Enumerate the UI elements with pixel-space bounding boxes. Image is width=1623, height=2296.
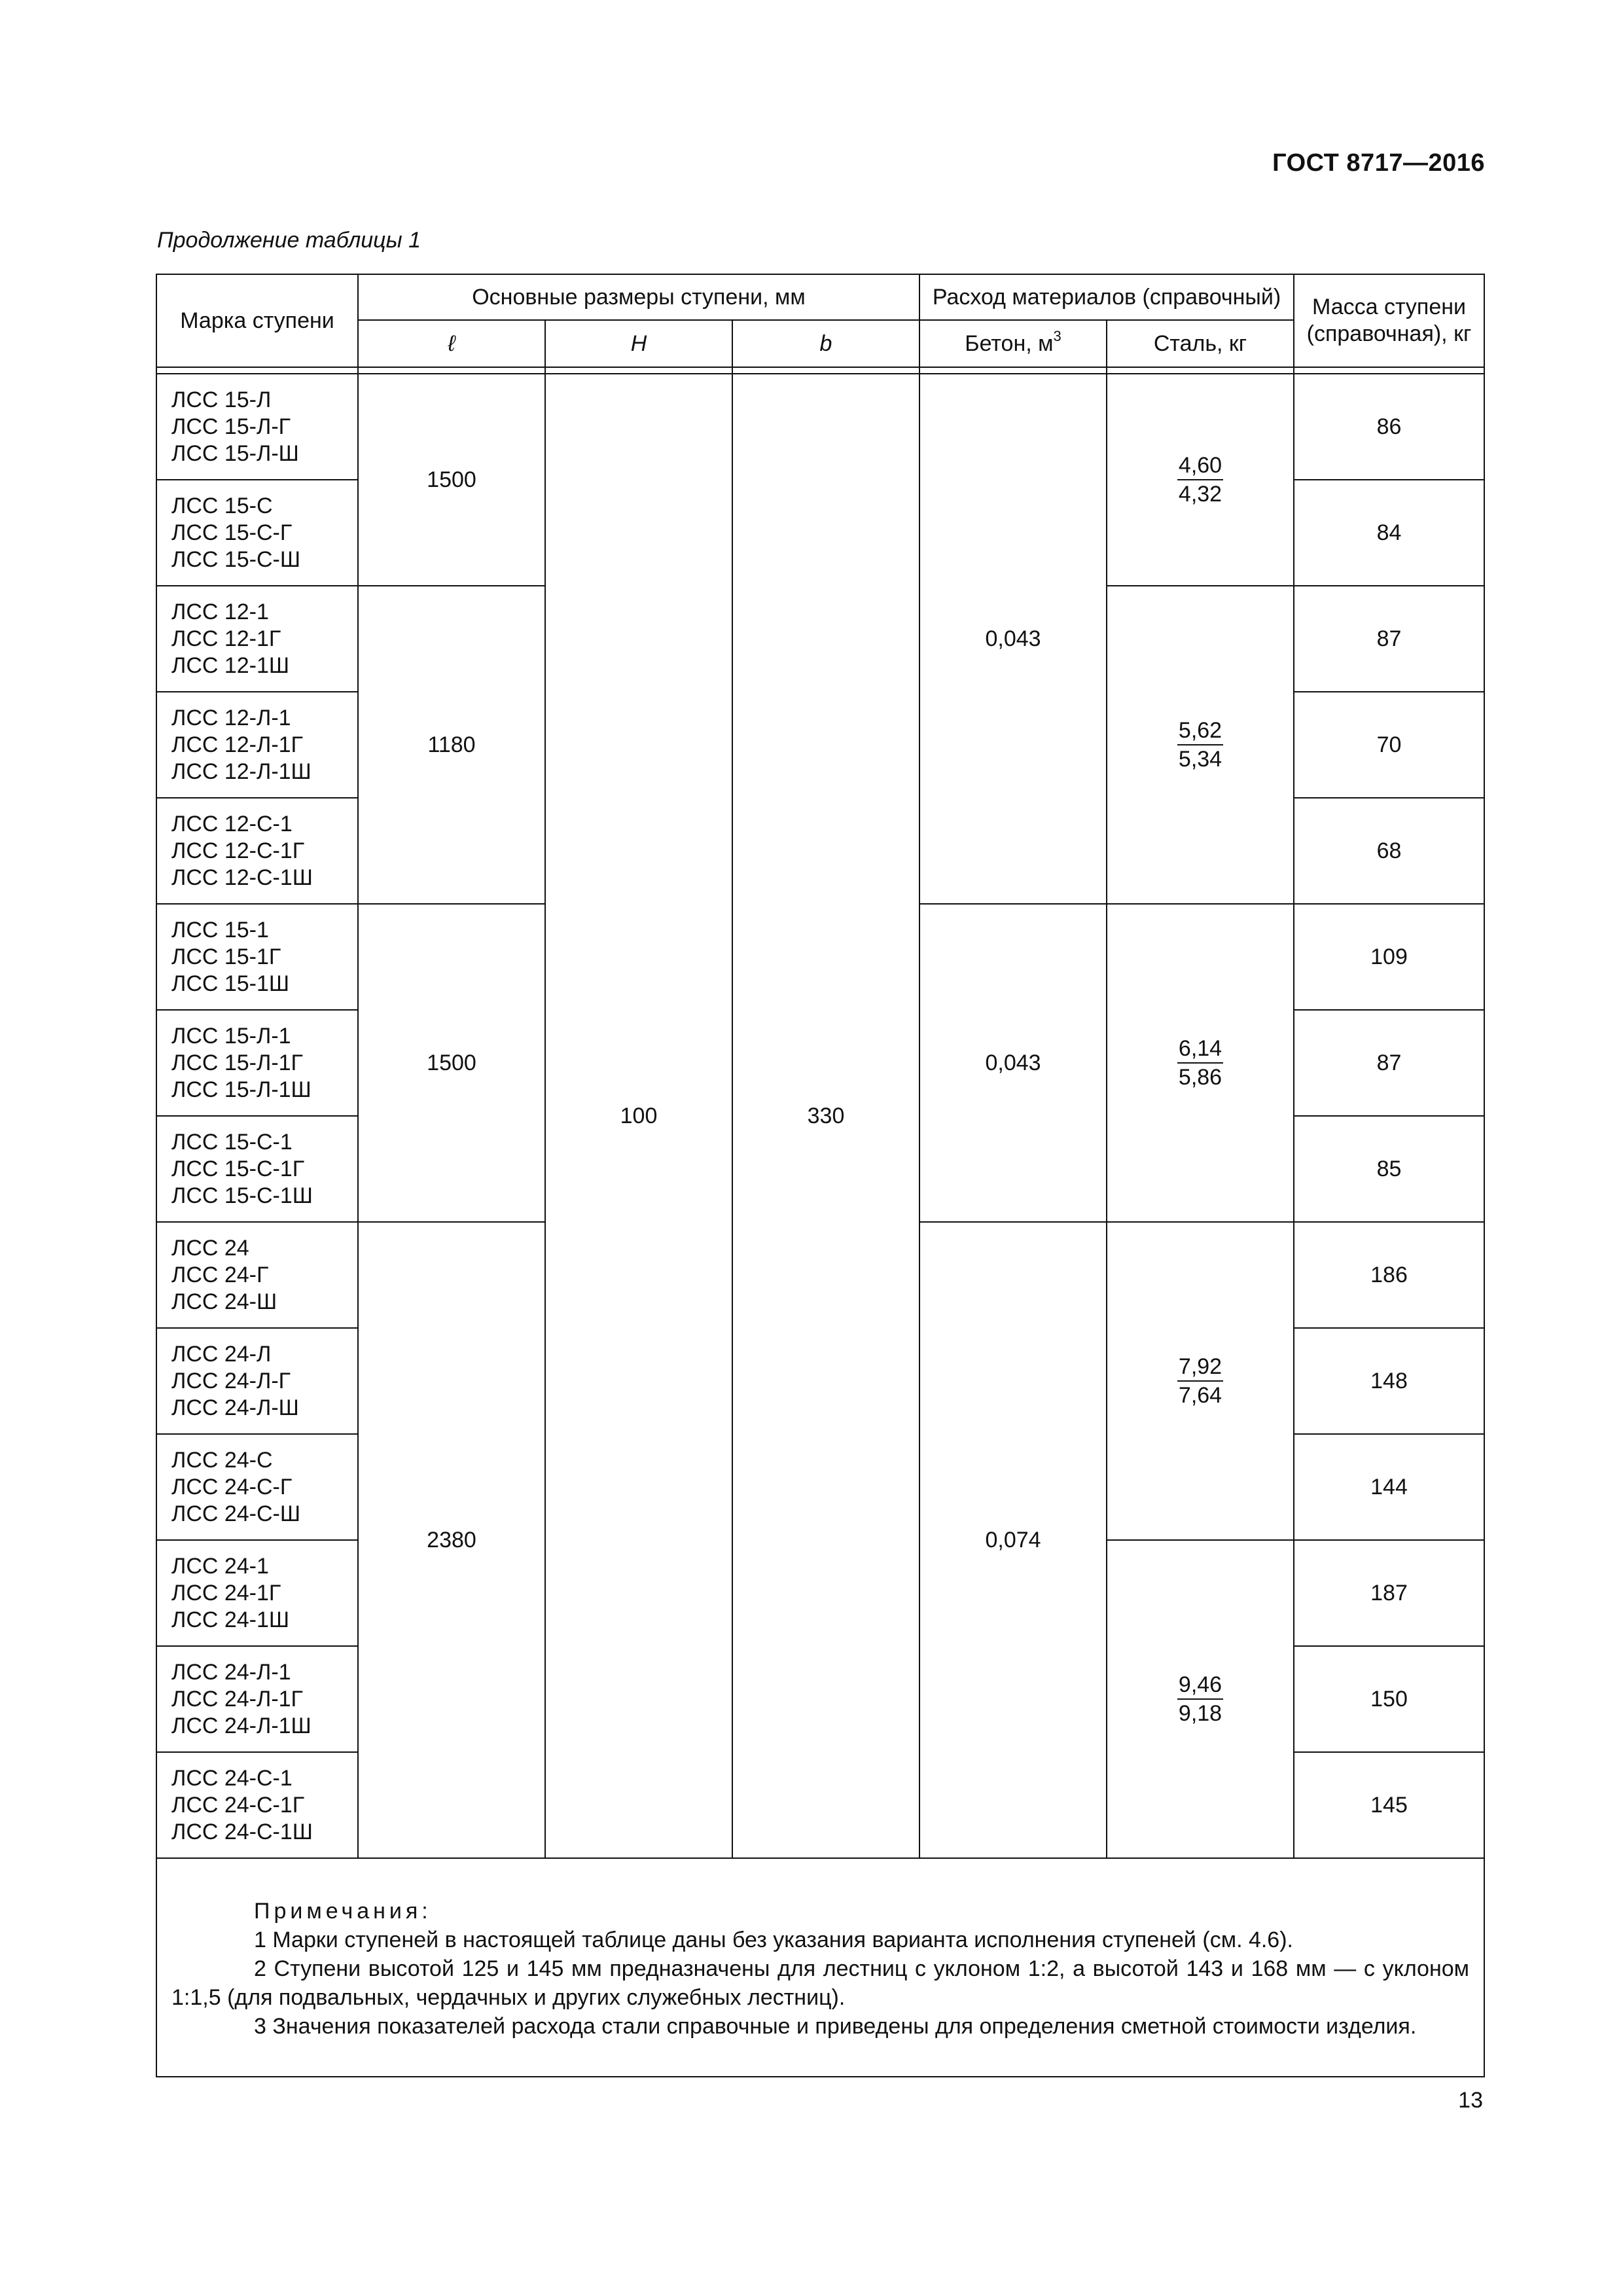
header-width-b: b — [732, 320, 919, 367]
concrete-cell: 0,043 — [919, 374, 1107, 904]
mark-cell: ЛСС 24-Л-1 ЛСС 24-Л-1Г ЛСС 24-Л-1Ш — [156, 1646, 358, 1752]
mark-cell: ЛСС 12-1 ЛСС 12-1Г ЛСС 12-1Ш — [156, 586, 358, 692]
mass-cell: 148 — [1294, 1328, 1484, 1434]
mark-cell: ЛСС 15-Л-1 ЛСС 15-Л-1Г ЛСС 15-Л-1Ш — [156, 1010, 358, 1116]
concrete-cell: 0,043 — [919, 904, 1107, 1222]
table-caption: Продолжение таблицы 1 — [157, 228, 421, 253]
header-concrete: Бетон, $м^3$ — [919, 320, 1107, 367]
mark-cell: ЛСС 15-1 ЛСС 15-1Г ЛСС 15-1Ш — [156, 904, 358, 1010]
width-cell: 330 — [732, 374, 919, 1858]
document-code: ГОСТ 8717—2016 — [1272, 149, 1485, 177]
header-length-l: ℓ — [358, 320, 545, 367]
mark-cell: ЛСС 24 ЛСС 24-Г ЛСС 24-Ш — [156, 1222, 358, 1328]
mark-cell: ЛСС 15-Л ЛСС 15-Л-Г ЛСС 15-Л-Ш — [156, 374, 358, 480]
steel-cell — [1107, 1222, 1294, 1540]
mark-cell: ЛСС 24-С ЛСС 24-С-Г ЛСС 24-С-Ш — [156, 1434, 358, 1540]
length-cell: 1500 — [358, 904, 545, 1222]
page-number: 13 — [1458, 2088, 1483, 2113]
mass-cell: 186 — [1294, 1222, 1484, 1328]
table-row — [156, 374, 1484, 480]
header-steel: Сталь, кг — [1107, 320, 1294, 367]
header-materials: Расход материалов (справочный) — [919, 274, 1294, 320]
steel-cell — [1107, 374, 1294, 586]
steel-fraction: $\frac{9,46}{9,18}$ — [1178, 1672, 1222, 1726]
mass-cell: 109 — [1294, 904, 1484, 1010]
length-cell: 2380 — [358, 1222, 545, 1858]
mark-cell: ЛСС 24-С-1 ЛСС 24-С-1Г ЛСС 24-С-1Ш — [156, 1752, 358, 1858]
mark-cell: ЛСС 12-С-1 ЛСС 12-С-1Г ЛСС 12-С-1Ш — [156, 798, 358, 904]
mark-cell: ЛСС 12-Л-1 ЛСС 12-Л-1Г ЛСС 12-Л-1Ш — [156, 692, 358, 798]
mass-cell: 87 — [1294, 1010, 1484, 1116]
steel-fraction: $\frac{5,62}{5,34}$ — [1178, 718, 1222, 772]
header-mark: Марка ступени — [156, 274, 358, 367]
mass-cell: 85 — [1294, 1116, 1484, 1222]
header-mass: Масса ступени (справочная), кг — [1294, 274, 1484, 367]
mass-cell: 86 — [1294, 374, 1484, 480]
steel-cell — [1107, 904, 1294, 1222]
mass-cell: 187 — [1294, 1540, 1484, 1646]
steel-cell — [1107, 1540, 1294, 1858]
mark-cell: ЛСС 24-1 ЛСС 24-1Г ЛСС 24-1Ш — [156, 1540, 358, 1646]
mark-cell: ЛСС 15-С ЛСС 15-С-Г ЛСС 15-С-Ш — [156, 480, 358, 586]
mass-cell: 68 — [1294, 798, 1484, 904]
mark-cell: ЛСС 15-С-1 ЛСС 15-С-1Г ЛСС 15-С-1Ш — [156, 1116, 358, 1222]
steel-cell — [1107, 586, 1294, 904]
length-cell: 1180 — [358, 586, 545, 904]
mass-cell: 87 — [1294, 586, 1484, 692]
mass-cell: 70 — [1294, 692, 1484, 798]
mass-cell: 145 — [1294, 1752, 1484, 1858]
steps-table — [156, 274, 1485, 2077]
header-dimensions: Основные размеры ступени, мм — [358, 274, 919, 320]
steel-fraction: $\frac{6,14}{5,86}$ — [1178, 1036, 1222, 1090]
notes-title: Примечания: — [254, 1899, 432, 1924]
mass-cell: 84 — [1294, 480, 1484, 586]
note-2: 2 Ступени высотой 125 и 145 мм предназначены для лестниц с уклоном 1:2, а высотой 143 и 168 мм — с уклоном 1:1,5 (для подвальных, чердачных и других служебных лестниц). — [171, 1956, 1470, 2010]
height-cell: 100 — [545, 374, 732, 1858]
concrete-cell: 0,074 — [919, 1222, 1107, 1858]
mark-cell: ЛСС 24-Л ЛСС 24-Л-Г ЛСС 24-Л-Ш — [156, 1328, 358, 1434]
mass-cell: 144 — [1294, 1434, 1484, 1540]
length-cell: 1500 — [358, 374, 545, 586]
table-notes — [156, 1858, 1484, 2077]
header-height-h: H — [545, 320, 732, 367]
steel-fraction: $\frac{4,60}{4,32}$ — [1178, 453, 1222, 507]
note-1: 1 Марки ступеней в настоящей таблице даны без указания варианта исполнения ступеней (см. 4.6). — [254, 1928, 1293, 1952]
mass-cell: 150 — [1294, 1646, 1484, 1752]
note-3: 3 Значения показателей расхода стали справочные и приведены для определения сметной стоимости изделия. — [254, 2014, 1417, 2039]
steel-fraction: $\frac{7,92}{7,64}$ — [1178, 1354, 1222, 1408]
